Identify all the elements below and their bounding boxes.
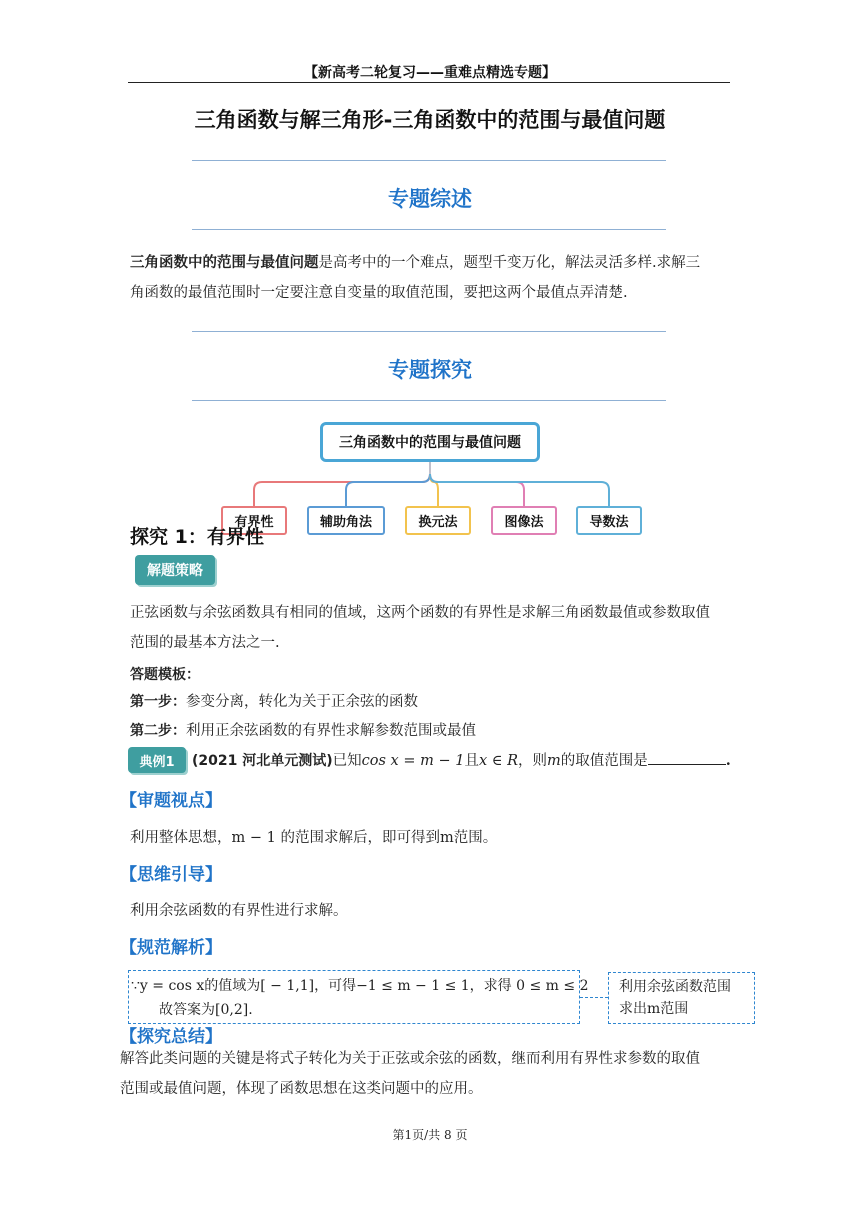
note-box (608, 972, 755, 1024)
example-end: . (725, 752, 731, 769)
strategy-paragraph (130, 598, 734, 658)
solution-line2: 故答案为[0,2]. (159, 1002, 253, 1018)
mindmap-root: 三角函数中的范围与最值问题 (320, 422, 540, 462)
solution-heading: 【规范解析】 (120, 938, 222, 958)
page-header: 【新高考二轮复习——重难点精选专题】 (304, 65, 556, 81)
example-formula-a: cos x = m − 1 (361, 753, 465, 769)
answer-blank (648, 750, 726, 765)
mindmap-node-auxiliary-angle: 辅助角法 (307, 506, 385, 535)
example-text-c: ，则 (517, 753, 547, 769)
guide-heading: 【思维引导】 (120, 865, 222, 885)
step1 (130, 687, 734, 717)
guide-text: 利用余弦函数的有界性进行求解。 (130, 903, 348, 919)
example-source: (2021 河北单元测试) (192, 753, 333, 769)
viewpoint-heading: 【审题视点】 (120, 791, 222, 811)
strategy-line2: 范围的最基本方法之一. (130, 635, 280, 651)
mindmap-connectors (0, 0, 860, 560)
summary-heading: 【探究总结】 (120, 1027, 222, 1047)
example-formula-b: x ∈ R (478, 753, 518, 769)
step2-text: 利用正余弦函数的有界性求解参数范围或最值 (186, 723, 476, 739)
mindmap-node-boundedness: 有界性 (221, 506, 287, 535)
solution-line1: ∵y = cos x的值域为[ − 1,1]，可得−1 ≤ m − 1 ≤ 1，求得 0 ≤ m ≤ 2 (131, 978, 589, 994)
mindmap-node-graph: 图像法 (491, 506, 557, 535)
explore-heading: 专题探究 (388, 358, 472, 382)
viewpoint-text: 利用整体思想，m − 1 的范围求解后，即可得到m范围。 (130, 830, 498, 846)
mindmap-node-derivative: 导数法 (576, 506, 642, 535)
overview-heading: 专题综述 (388, 187, 472, 211)
strategy-badge: 解题策略 (135, 555, 215, 585)
step2-label: 第二步： (130, 723, 186, 739)
section1-heading: 探究 1：有界性 (130, 526, 264, 548)
note-connector (580, 997, 608, 998)
document-title: 三角函数与解三角形-三角函数中的范围与最值问题 (194, 108, 666, 132)
step1-text: 参变分离，转化为关于正余弦的函数 (186, 694, 418, 710)
step1-label: 第一步： (130, 694, 186, 710)
connector-2 (346, 474, 430, 506)
step2 (130, 716, 734, 746)
summary-line2: 范围或最值问题，体现了函数思想在这类问题中的应用。 (120, 1081, 483, 1097)
page-footer: 第1页/共 8 页 (392, 1128, 468, 1142)
connector-4 (430, 474, 524, 506)
solution-box (128, 970, 589, 1024)
example-question (192, 748, 732, 774)
example-badge: 典例1 (128, 747, 186, 773)
summary-line1: 解答此类问题的关键是将式子转化为关于正弦或余弦的函数，继而利用有界性求参数的取值 (120, 1051, 700, 1067)
template-label: 答题模板： (130, 667, 200, 683)
note-line2: 求出m范围 (619, 1001, 689, 1017)
overview-text-line1: 是高考中的一个难点，题型千变万化，解法灵活多样.求解三 (318, 255, 701, 271)
example-text-d: 的取值范围是 (560, 753, 648, 769)
example-text-b: 且 (464, 753, 479, 769)
overview-bold-text: 三角函数中的范围与最值问题 (130, 254, 319, 271)
connector-5 (430, 474, 609, 506)
mindmap-node-substitution: 换元法 (405, 506, 471, 535)
summary-paragraph (120, 1044, 732, 1104)
example-text-a: 已知 (332, 753, 362, 769)
note-line1: 利用余弦函数范围 (619, 979, 731, 995)
example-formula-c: m (546, 753, 561, 769)
connector-1 (254, 474, 430, 506)
strategy-line1: 正弦函数与余弦函数具有相同的值域，这两个函数的有界性是求解三角函数最值或参数取值 (130, 605, 710, 621)
overview-text-line2: 角函数的最值范围时一定要注意自变量的取值范围，要把这两个最值点弄清楚. (130, 285, 628, 301)
